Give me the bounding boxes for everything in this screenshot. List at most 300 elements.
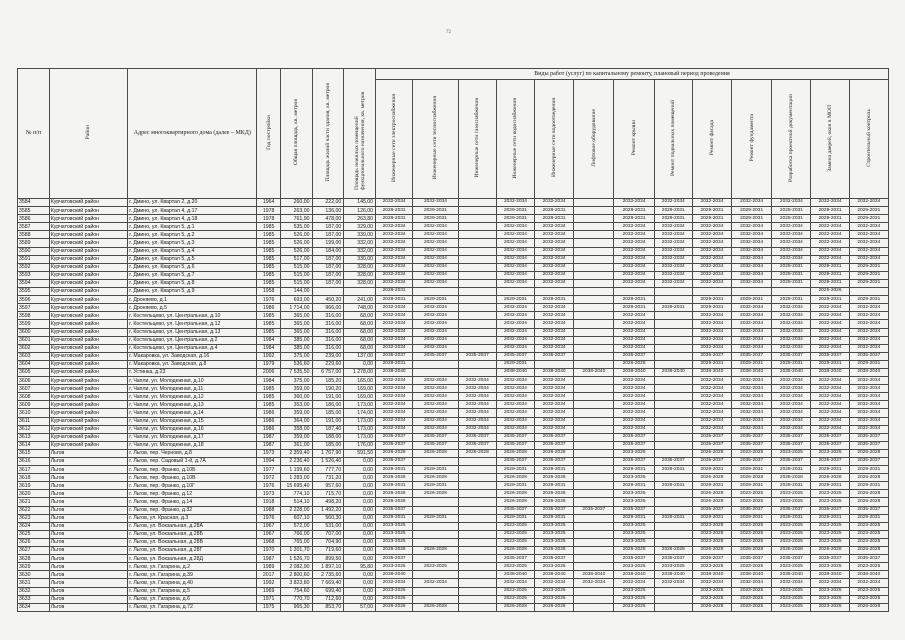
row-district: Льгов	[49, 530, 127, 538]
row-year: 1973	[257, 449, 280, 457]
row-work-period: 2029-2031	[413, 514, 459, 522]
row-work-period: 2032-2034	[692, 231, 731, 239]
row-work-period: 2035-2037	[772, 458, 811, 466]
row-work-period: 2035-2037	[732, 555, 772, 563]
row-work-period	[458, 312, 496, 320]
row-work-period: 2026-2028	[376, 547, 413, 555]
row-year: 1985	[257, 385, 280, 393]
row-work-period	[574, 247, 614, 255]
header-district: Район	[49, 69, 127, 199]
row-work-period: 2032-2034	[692, 579, 731, 587]
row-number: 3618	[18, 474, 50, 482]
row-nonliving-area: 329,00	[344, 223, 376, 231]
row-work-period: 2032-2034	[614, 255, 654, 263]
row-work-period: 2029-2031	[376, 466, 413, 474]
row-living-area: 777,70	[312, 466, 344, 474]
row-nonliving-area: 0,00	[344, 474, 376, 482]
row-year: 1985	[257, 328, 280, 336]
row-address: г. Льгов, пер. Франко, д.32	[128, 506, 257, 514]
row-work-period: 2023-2025	[811, 490, 849, 498]
row-work-period: 2032-2034	[732, 320, 772, 328]
row-nonliving-area: 173,00	[344, 401, 376, 409]
row-year: 2006	[257, 368, 280, 376]
row-number: 3614	[18, 441, 50, 449]
row-work-period: 2029-2031	[849, 271, 888, 279]
row-work-period: 2029-2031	[732, 296, 772, 304]
row-number: 3634	[18, 603, 50, 611]
row-work-period: 2032-2034	[614, 328, 654, 336]
row-living-area: 531,00	[312, 522, 344, 530]
row-work-period: 2032-2034	[772, 231, 811, 239]
table-row	[18, 312, 889, 320]
row-living-area: 560,30	[312, 514, 344, 522]
row-work-period: 2032-2034	[496, 223, 534, 231]
row-work-period: 2038-2040	[692, 571, 731, 579]
header-work-6: Ремонт крыши	[614, 80, 654, 199]
row-work-period: 2029-2031	[772, 482, 811, 490]
row-nonliving-area: 332,00	[344, 247, 376, 255]
row-district: Льгов	[49, 482, 127, 490]
row-work-period: 2032-2034	[534, 320, 573, 328]
row-living-area: 957,60	[312, 482, 344, 490]
table-row	[18, 571, 889, 579]
row-work-period: 2023-2025	[614, 530, 654, 538]
row-year: 1976	[257, 296, 280, 304]
table-row	[18, 360, 889, 368]
row-work-period: 2035-2037	[692, 555, 731, 563]
row-work-period: 2032-2034	[692, 336, 731, 344]
row-work-period: 2026-2028	[534, 490, 573, 498]
row-nonliving-area: 0,00	[344, 538, 376, 546]
row-number: 3612	[18, 425, 50, 433]
row-work-period	[574, 555, 614, 563]
row-work-period: 2032-2034	[614, 377, 654, 385]
row-work-period: 2023-2025	[614, 490, 654, 498]
table-row	[18, 490, 889, 498]
row-work-period: 2032-2034	[496, 336, 534, 344]
row-work-period: 2032-2034	[376, 344, 413, 352]
row-address: г. Макаровка, ул. Заводская, д.16	[128, 352, 257, 360]
row-living-area: 187,00	[312, 263, 344, 271]
row-work-period: 2035-2037	[534, 458, 573, 466]
row-work-period	[458, 231, 496, 239]
row-address: г. Устинка, д.23	[128, 368, 257, 376]
row-living-area: 187,00	[312, 255, 344, 263]
row-work-period: 2035-2037	[614, 506, 654, 514]
row-work-period: 2029-2031	[654, 482, 692, 490]
row-work-period: 2032-2034	[772, 199, 811, 207]
row-work-period: 2023-2025	[614, 538, 654, 546]
row-number: 3588	[18, 231, 50, 239]
row-work-period	[574, 223, 614, 231]
row-work-period	[654, 328, 692, 336]
row-number: 3625	[18, 530, 50, 538]
row-nonliving-area: 0,00	[344, 490, 376, 498]
row-nonliving-area: 1 278,00	[344, 368, 376, 376]
row-work-period: 2035-2037	[849, 441, 888, 449]
row-work-period: 2032-2034	[692, 279, 731, 287]
row-work-period: 2032-2034	[772, 247, 811, 255]
row-work-period: 2035-2037	[614, 458, 654, 466]
row-work-period: 2023-2025	[376, 522, 413, 530]
row-number: 3620	[18, 490, 50, 498]
row-work-period: 2032-2034	[413, 312, 459, 320]
table-row	[18, 474, 889, 482]
row-year: 1978	[257, 215, 280, 223]
row-work-period	[654, 425, 692, 433]
row-number: 3595	[18, 288, 50, 296]
row-work-period: 2032-2034	[692, 223, 731, 231]
table-row	[18, 223, 889, 231]
row-work-period	[574, 587, 614, 595]
row-work-period: 2032-2034	[811, 239, 849, 247]
row-work-period: 2032-2034	[772, 401, 811, 409]
row-nonliving-area: 165,00	[344, 377, 376, 385]
row-living-area: 199,00	[312, 239, 344, 247]
row-work-period: 2035-2037	[692, 441, 731, 449]
row-nonliving-area: 332,00	[344, 239, 376, 247]
row-address: г. Дмино, ул. Квартал 5, д.2	[128, 231, 257, 239]
row-work-period: 2023-2025	[496, 538, 534, 546]
row-address: г. Дмино, ул. Квартал 5, д.9	[128, 288, 257, 296]
row-address: г. Дмино, ул. Квартал 5, д.3	[128, 239, 257, 247]
row-work-period	[574, 377, 614, 385]
row-work-period: 2029-2031	[692, 304, 731, 312]
row-work-period	[458, 344, 496, 352]
row-address: г. Дроняево, д.1	[128, 296, 257, 304]
row-address: г. Льгов, ул. Гагарина, д.6	[128, 595, 257, 603]
row-work-period: 2023-2025	[413, 563, 459, 571]
table-row	[18, 336, 889, 344]
row-total-area: 15 695,40	[280, 482, 312, 490]
row-year: 1992	[257, 579, 280, 587]
row-work-period: 2029-2031	[692, 482, 731, 490]
row-work-period: 2029-2031	[496, 360, 534, 368]
row-work-period: 2023-2025	[772, 603, 811, 611]
row-work-period: 2038-2040	[496, 368, 534, 376]
row-address: г. Льгов, ул. Гагарина, д.39	[128, 571, 257, 579]
row-work-period: 2032-2034	[376, 199, 413, 207]
row-address: г. Чапли, ул. Молодежная, д.15	[128, 417, 257, 425]
row-work-period	[574, 312, 614, 320]
row-work-period: 2032-2034	[811, 199, 849, 207]
row-nonliving-area: 0,00	[344, 360, 376, 368]
row-number: 3594	[18, 279, 50, 287]
row-work-period: 2029-2031	[376, 207, 413, 215]
row-district: Льгов	[49, 490, 127, 498]
row-work-period	[654, 336, 692, 344]
row-district: Льгов	[49, 538, 127, 546]
row-district: Льгов	[49, 547, 127, 555]
row-total-area: 515,00	[280, 271, 312, 279]
row-living-area: 715,70	[312, 490, 344, 498]
row-district: Курчатовский район	[49, 223, 127, 231]
row-work-period	[654, 603, 692, 611]
row-work-period: 2032-2034	[772, 304, 811, 312]
row-nonliving-area: 241,00	[344, 296, 376, 304]
row-work-period	[458, 336, 496, 344]
row-work-period: 2032-2034	[458, 385, 496, 393]
row-work-period: 2023-2025	[654, 563, 692, 571]
row-nonliving-area: 0,00	[344, 458, 376, 466]
row-district: Курчатовский район	[49, 239, 127, 247]
row-work-period: 2032-2034	[849, 255, 888, 263]
header-work-9: Ремонт фундамента	[732, 80, 772, 199]
row-work-period: 2032-2034	[534, 425, 573, 433]
row-work-period	[574, 603, 614, 611]
row-work-period: 2032-2034	[772, 223, 811, 231]
row-work-period: 2032-2034	[534, 312, 573, 320]
row-work-period: 2032-2034	[614, 417, 654, 425]
row-work-period	[574, 255, 614, 263]
row-work-period: 2032-2034	[849, 239, 888, 247]
row-district: Курчатовский район	[49, 199, 127, 207]
row-work-period: 2032-2034	[654, 231, 692, 239]
row-total-area: 7 535,50	[280, 368, 312, 376]
row-work-period: 2032-2034	[692, 320, 731, 328]
row-total-area: 517,00	[280, 255, 312, 263]
row-work-period: 2029-2031	[376, 360, 413, 368]
row-work-period: 2032-2034	[496, 401, 534, 409]
row-work-period: 2026-2028	[413, 603, 459, 611]
row-year: 1985	[257, 239, 280, 247]
row-work-period: 2023-2025	[849, 563, 888, 571]
row-work-period	[458, 255, 496, 263]
row-work-period	[496, 288, 534, 296]
row-work-period: 2023-2025	[614, 449, 654, 457]
row-work-period: 2032-2034	[413, 231, 459, 239]
row-work-period: 2026-2028	[496, 547, 534, 555]
row-work-period: 2032-2034	[413, 247, 459, 255]
row-work-period: 2032-2034	[849, 328, 888, 336]
row-year: 1968	[257, 538, 280, 546]
row-work-period: 2023-2025	[849, 595, 888, 603]
row-living-area: 136,00	[312, 207, 344, 215]
row-work-period: 2023-2025	[732, 522, 772, 530]
row-work-period: 2035-2037	[772, 433, 811, 441]
row-work-period: 2032-2034	[496, 247, 534, 255]
row-work-period: 2035-2037	[772, 555, 811, 563]
row-living-area: 478,00	[312, 215, 344, 223]
row-work-period: 2026-2028	[496, 603, 534, 611]
row-work-period	[654, 393, 692, 401]
row-work-period: 2035-2037	[811, 433, 849, 441]
table-row	[18, 466, 889, 474]
row-work-period: 2029-2031	[849, 360, 888, 368]
row-work-period: 2035-2037	[772, 506, 811, 514]
row-work-period: 2035-2037	[458, 352, 496, 360]
row-work-period: 2032-2034	[376, 417, 413, 425]
row-work-period: 2032-2034	[692, 199, 731, 207]
row-work-period: 2023-2025	[811, 595, 849, 603]
row-total-area: 754,60	[280, 587, 312, 595]
row-work-period: 2032-2034	[692, 255, 731, 263]
row-nonliving-area: 0,00	[344, 530, 376, 538]
row-year: 1992	[257, 352, 280, 360]
row-number: 3611	[18, 417, 50, 425]
table-row	[18, 433, 889, 441]
row-work-period: 2032-2034	[849, 312, 888, 320]
row-work-period: 2032-2034	[849, 231, 888, 239]
row-work-period: 2026-2028	[413, 490, 459, 498]
row-work-period	[574, 595, 614, 603]
row-work-period	[574, 466, 614, 474]
row-work-period: 2032-2034	[772, 255, 811, 263]
row-work-period	[849, 288, 888, 296]
row-work-period: 2023-2025	[614, 563, 654, 571]
row-work-period	[654, 490, 692, 498]
row-district: Курчатовский район	[49, 409, 127, 417]
row-nonliving-area: 0,00	[344, 579, 376, 587]
row-living-area: 316,00	[312, 336, 344, 344]
row-work-period: 2032-2034	[772, 312, 811, 320]
row-work-period	[654, 296, 692, 304]
row-work-period	[574, 263, 614, 271]
row-work-period: 2032-2034	[849, 401, 888, 409]
row-work-period: 2035-2037	[496, 352, 534, 360]
row-work-period	[458, 328, 496, 336]
row-work-period: 2032-2034	[496, 425, 534, 433]
row-work-period: 2032-2034	[692, 239, 731, 247]
row-work-period: 2032-2034	[413, 336, 459, 344]
row-year: 1985	[257, 401, 280, 409]
row-living-area: 719,60	[312, 547, 344, 555]
row-nonliving-area: 68,00	[344, 328, 376, 336]
row-year: 1979	[257, 360, 280, 368]
row-work-period	[654, 498, 692, 506]
row-living-area: 187,00	[312, 271, 344, 279]
table-row	[18, 506, 889, 514]
row-number: 3606	[18, 377, 50, 385]
row-work-period: 2032-2034	[772, 377, 811, 385]
row-year: 1978	[257, 207, 280, 215]
row-work-period: 2032-2034	[849, 393, 888, 401]
row-work-period	[574, 514, 614, 522]
row-work-period	[413, 571, 459, 579]
row-address: г. Дмино, ул. Квартал 5, д.8	[128, 279, 257, 287]
row-work-period	[574, 425, 614, 433]
row-work-period: 2032-2034	[811, 223, 849, 231]
row-work-period: 2032-2034	[376, 320, 413, 328]
row-work-period	[574, 215, 614, 223]
row-work-period	[574, 288, 614, 296]
row-work-period: 2023-2025	[732, 498, 772, 506]
row-total-area: 2 082,90	[280, 563, 312, 571]
row-work-period	[574, 279, 614, 287]
row-work-period	[534, 288, 573, 296]
row-address: г. Льгов, ул. Вокзальная, д.28Г	[128, 547, 257, 555]
row-district: Льгов	[49, 522, 127, 530]
row-work-period	[458, 595, 496, 603]
row-work-period: 2026-2028	[692, 547, 731, 555]
row-number: 3616	[18, 458, 50, 466]
row-work-period: 2038-2040	[732, 368, 772, 376]
row-address: г. Льгов, пер. Франко, д.12	[128, 490, 257, 498]
row-work-period: 2032-2034	[732, 344, 772, 352]
row-work-period	[458, 547, 496, 555]
row-work-period	[574, 304, 614, 312]
row-address: г. Льгов, пер. Франко, д.14	[128, 498, 257, 506]
row-total-area: 526,00	[280, 231, 312, 239]
row-living-area: 704,90	[312, 538, 344, 546]
row-work-period: 2032-2034	[376, 271, 413, 279]
row-work-period: 2032-2034	[376, 377, 413, 385]
row-work-period: 2026-2028	[534, 547, 573, 555]
row-total-area: 2 359,40	[280, 449, 312, 457]
row-work-period: 2032-2034	[849, 223, 888, 231]
row-work-period: 2032-2034	[534, 344, 573, 352]
row-work-period: 2026-2028	[849, 474, 888, 482]
row-work-period: 2035-2037	[614, 352, 654, 360]
row-total-area: 359,00	[280, 433, 312, 441]
header-num: № п/п	[18, 69, 50, 199]
row-work-period: 2032-2034	[732, 312, 772, 320]
row-work-period: 2032-2034	[849, 199, 888, 207]
row-work-period: 2029-2031	[849, 279, 888, 287]
row-work-period: 2032-2034	[692, 401, 731, 409]
row-number: 3598	[18, 312, 50, 320]
row-work-period	[458, 506, 496, 514]
row-work-period: 2032-2034	[732, 223, 772, 231]
row-year: 1986	[257, 417, 280, 425]
row-district: Курчатовский район	[49, 288, 127, 296]
row-district: Курчатовский район	[49, 320, 127, 328]
row-work-period	[574, 563, 614, 571]
table-row	[18, 263, 889, 271]
row-work-period: 2032-2034	[376, 304, 413, 312]
row-work-period: 2029-2031	[811, 360, 849, 368]
row-work-period: 2029-2031	[413, 466, 459, 474]
row-number: 3624	[18, 522, 50, 530]
row-work-period: 2032-2034	[458, 377, 496, 385]
row-work-period: 2032-2034	[496, 271, 534, 279]
row-address: г. Дмино, ул. Квартал 4, д.17	[128, 207, 257, 215]
row-nonliving-area: 173,00	[344, 417, 376, 425]
row-work-period: 2026-2028	[376, 474, 413, 482]
row-work-period: 2029-2031	[849, 514, 888, 522]
row-work-period: 2023-2025	[496, 587, 534, 595]
row-address: г. Чапли, ул. Молодежная, д.12	[128, 393, 257, 401]
row-work-period: 2035-2037	[692, 352, 731, 360]
table-row	[18, 385, 889, 393]
row-work-period: 2032-2034	[376, 255, 413, 263]
row-work-period	[458, 587, 496, 595]
row-work-period: 2032-2034	[376, 401, 413, 409]
row-work-period: 2029-2031	[376, 514, 413, 522]
row-work-period: 2029-2031	[692, 514, 731, 522]
row-work-period: 2032-2034	[376, 425, 413, 433]
row-work-period: 2035-2037	[811, 441, 849, 449]
row-total-area: 1 714,00	[280, 304, 312, 312]
row-total-area: 770,70	[280, 595, 312, 603]
header-work-0: Инженерные сети электроснабжения	[376, 80, 413, 199]
row-work-period: 2035-2037	[534, 352, 573, 360]
row-work-period: 2032-2034	[732, 199, 772, 207]
row-work-period: 2032-2034	[458, 401, 496, 409]
row-work-period: 2035-2037	[849, 458, 888, 466]
row-work-period: 2032-2034	[614, 385, 654, 393]
row-work-period: 2032-2034	[413, 579, 459, 587]
row-nonliving-area: 0,00	[344, 466, 376, 474]
row-work-period	[574, 328, 614, 336]
row-work-period: 2026-2028	[534, 498, 573, 506]
row-work-period: 2023-2025	[732, 530, 772, 538]
row-work-period: 2035-2037	[376, 352, 413, 360]
row-work-period: 2029-2031	[811, 296, 849, 304]
row-work-period	[458, 279, 496, 287]
row-work-period: 2032-2034	[654, 199, 692, 207]
row-district: Курчатовский район	[49, 433, 127, 441]
